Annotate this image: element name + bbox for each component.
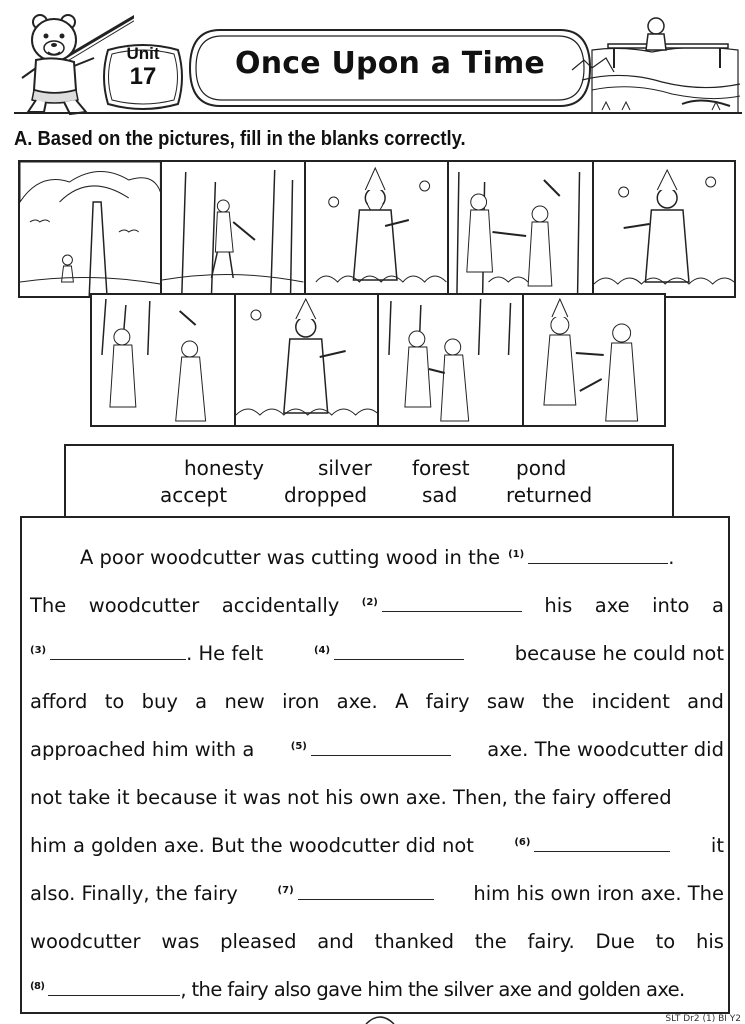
passage-line — [30, 834, 724, 857]
answer-blank-8[interactable] — [48, 994, 180, 996]
passage-text: it — [710, 834, 724, 857]
answer-blank-3[interactable] — [50, 658, 186, 660]
passage-text: also. Finally, the fairy — [30, 882, 238, 905]
passage-word: buy — [141, 690, 178, 713]
passage-word: fairy — [425, 690, 470, 713]
passage-word: his — [695, 930, 724, 953]
picture-strip-top — [18, 160, 736, 298]
picture-fairy-returns-axe — [379, 295, 524, 425]
passage-text: into — [652, 594, 690, 617]
passage-text: him his own iron axe. The — [473, 882, 724, 905]
word-bank-word: dropped — [284, 483, 368, 507]
unit-number: 17 — [129, 63, 157, 90]
word-bank-word: pond — [516, 456, 567, 480]
word-bank-word: silver — [318, 456, 372, 480]
word-bank-word: returned — [506, 483, 593, 507]
picture-woodcutter-refuses — [92, 295, 236, 425]
passage-text: . — [668, 546, 675, 569]
blank-number: (7) — [277, 884, 294, 896]
passage-word: fairy. — [527, 930, 575, 953]
passage-text: , the fairy also gave him the silver axe and golden axe. — [180, 978, 685, 1001]
footer-code: SLT Dr2 (1) BI Y2 — [665, 1014, 741, 1024]
word-bank-word: honesty — [184, 456, 264, 480]
picture-woodcutter-thanks-fairy — [524, 295, 665, 425]
passage-line — [30, 882, 724, 905]
passage-text: his — [544, 594, 573, 617]
passage-word: woodcutter — [30, 930, 141, 953]
picture-fairy-appears — [306, 162, 449, 296]
word-bank-word: sad — [422, 483, 458, 507]
blank-number: (8) — [30, 980, 45, 992]
publisher-logo-icon — [360, 1014, 400, 1024]
picture-axe-falls-in-pond — [162, 162, 305, 296]
passage-word: Due — [595, 930, 635, 953]
picture-fairy-golden-axe — [594, 162, 734, 296]
passage-word: incident — [591, 690, 670, 713]
page-header — [14, 8, 742, 116]
passage-line — [30, 930, 724, 953]
passage-text: . He felt — [186, 642, 264, 665]
passage-text: woodcutter — [88, 594, 200, 617]
unit-label: Unit — [126, 44, 160, 63]
unit-title: Once Upon a Time — [235, 46, 545, 81]
passage-line — [30, 690, 724, 713]
passage-text: accidentally — [221, 594, 340, 617]
passage-word: saw — [486, 690, 525, 713]
blank-number: (3) — [30, 644, 47, 656]
blank-number: (4) — [313, 644, 331, 656]
picture-woodcutter-in-forest — [20, 162, 162, 296]
passage-word: and — [687, 690, 724, 713]
passage-word: axe. — [336, 690, 378, 713]
passage-word: iron — [282, 690, 320, 713]
blank-number: (1) — [508, 548, 525, 560]
answer-blank-5[interactable] — [311, 754, 451, 756]
passage-word: to — [104, 690, 125, 713]
answer-blank-2[interactable] — [382, 610, 522, 612]
passage-box — [20, 516, 730, 1014]
passage-word: to — [655, 930, 676, 953]
passage-line — [80, 546, 724, 569]
answer-blank-6[interactable] — [534, 850, 670, 852]
passage-line — [30, 978, 724, 1001]
passage-word: afford — [30, 690, 88, 713]
passage-line — [30, 594, 724, 617]
passage-word: thanked — [374, 930, 454, 953]
passage-text: axe — [594, 594, 630, 617]
blank-number: (2) — [361, 596, 378, 608]
passage-word: was — [161, 930, 200, 953]
passage-text: a — [711, 594, 724, 617]
answer-blank-4[interactable] — [334, 658, 464, 660]
passage-line — [30, 786, 724, 809]
passage-word: new — [224, 690, 265, 713]
passage-text: because he could not — [514, 642, 724, 665]
picture-fairy-offers-axe — [449, 162, 593, 296]
unit-badge — [100, 44, 186, 90]
passage-text: The — [30, 594, 67, 617]
blank-number: (6) — [514, 836, 531, 848]
passage-word: the — [542, 690, 575, 713]
passage-line — [30, 738, 724, 761]
picture-fairy-silver-axe — [236, 295, 380, 425]
passage-text: A poor woodcutter was cutting wood in the — [80, 546, 501, 569]
passage-word: A — [395, 690, 409, 713]
header-divider — [14, 112, 742, 114]
passage-word: pleased — [220, 930, 297, 953]
blank-number: (5) — [290, 740, 307, 752]
word-bank-word: forest — [412, 456, 470, 480]
passage-text: him a golden axe. But the woodcutter did not — [30, 834, 474, 857]
passage-text: approached him with a — [30, 738, 255, 761]
section-instruction: A. Based on the pictures, fill in the blanks correctly. — [14, 128, 466, 150]
passage-word: the — [474, 930, 507, 953]
river-bridge-scene-illustration — [562, 10, 742, 114]
answer-blank-7[interactable] — [298, 898, 434, 900]
passage-line — [30, 642, 724, 665]
word-bank-word: accept — [160, 483, 228, 507]
picture-strip-bottom — [90, 293, 666, 427]
passage-word: a — [195, 690, 208, 713]
answer-blank-1[interactable] — [528, 562, 668, 564]
passage-word: and — [317, 930, 354, 953]
passage-text: axe. The woodcutter did — [487, 738, 724, 761]
passage-text: not take it because it was not his own axe. Then, the fairy offered — [30, 786, 672, 809]
word-bank — [64, 444, 674, 518]
